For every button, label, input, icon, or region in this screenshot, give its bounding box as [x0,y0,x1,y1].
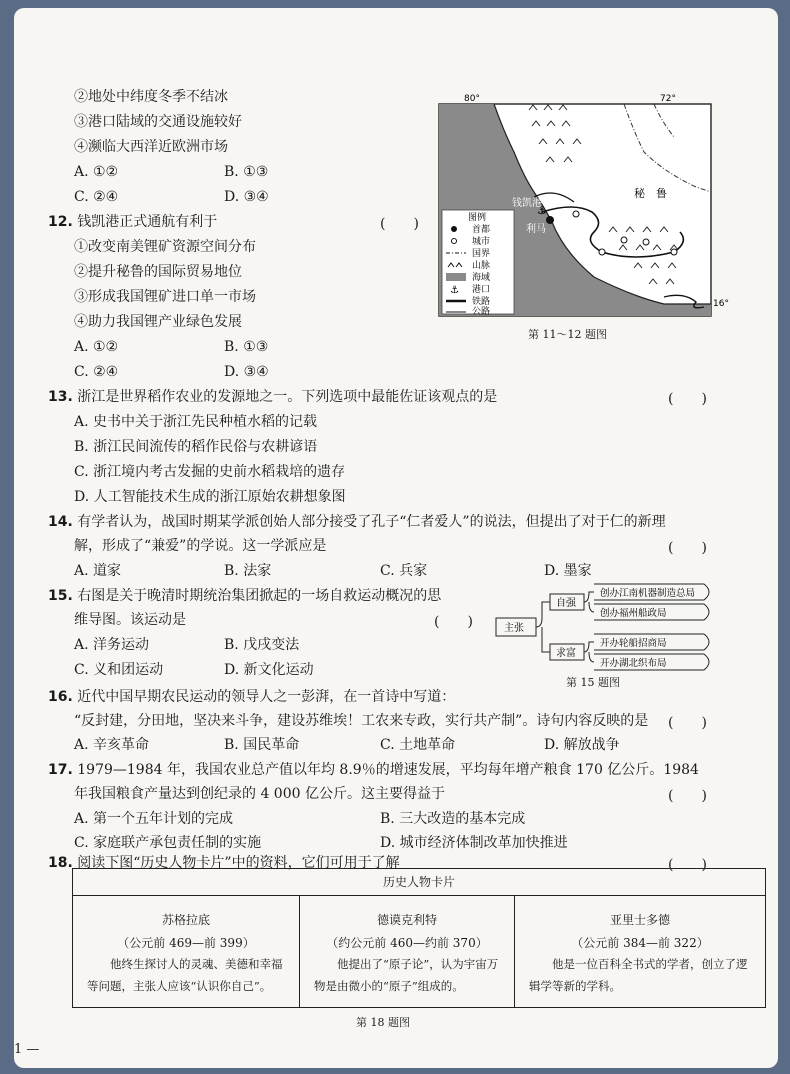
q16-stem-line2: “反封建，分田地，坚决来斗争，建设苏维埃！工农来专政，实行共产制”。诗句内容反映的是 [74,713,649,729]
q14-answer-blank: ( ) [668,540,707,556]
q15-option-d: D. 新文化运动 [224,662,314,678]
q14-option-c: C. 兵家 [380,563,428,579]
q13-number: 13. [48,389,73,405]
peru-map [434,92,729,328]
q11-item2: ②地处中纬度冬季不结冰 [74,89,228,105]
q14-option-b: B. 法家 [224,563,272,579]
q11-option-c: C. ②④ [74,189,119,205]
q15-stem-line1 [48,587,441,605]
q16-stem-line1 [48,688,455,706]
q16-option-d: D. 解放战争 [544,737,620,753]
q12-option-d: D. ③④ [224,364,269,380]
mind-map-root: 主张 [504,623,524,634]
port-anchor-icon: ⚓ [537,204,547,217]
svg-text:⚓: ⚓ [450,285,459,296]
q15-stem-line2: 维导图。该运动是 [74,612,186,628]
q12-item1: ①改变南美锂矿资源空间分布 [74,239,256,255]
card-person-desc: 他是一位百科全书式的学者，创立了逻辑学等新的学科。 [529,957,748,993]
q16-option-b: B. 国民革命 [224,737,300,753]
q11-option-d: D. ③④ [224,189,269,205]
card-person-years: （公元前 384—前 322） [571,936,709,950]
q13-option-d: D. 人工智能技术生成的浙江原始农耕想象图 [74,489,346,505]
city-dot [599,249,605,255]
q12-item3: ③形成我国锂矿进口单一市场 [74,289,256,305]
q15-option-b: B. 戊戌变法 [224,637,300,653]
q12-item4: ④助力我国锂产业绿色发展 [74,314,242,330]
card-person-years: （约公元前 460—约前 370） [326,936,488,950]
map-lon-right: 72° [660,94,676,104]
map-lon-left: 80° [464,94,480,104]
q17-number: 17. [48,762,73,778]
city-dot [573,211,579,217]
q15-answer-blank: ( ) [434,614,473,630]
mind-map [494,578,716,678]
card-title: 历史人物卡片 [73,869,765,896]
q18-number: 18. [48,855,73,871]
q12-stem-text: 钱凯港正式通航有利于 [77,214,218,230]
q16-option-c: C. 土地革命 [380,737,456,753]
city-dot [671,249,677,255]
card-person-years: （公元前 469—前 399） [117,936,255,950]
map-country-label: 秘 鲁 [634,187,667,200]
q14-stem-text1: 有学者认为，战国时期某学派创始人部分接受了孔子“仁者爱人”的说法，但提出了对于仁的新理 [77,514,666,530]
q12-option-a: A. ①② [74,339,119,355]
q16-answer-blank: ( ) [668,715,707,731]
mind-map-branch1: 自强 [556,598,576,609]
card-caption: 第 18 题图 [356,1016,410,1029]
legend-city: 城市 [472,237,491,247]
legend-capital: 首都 [472,225,491,235]
city-dot [621,237,627,243]
q11-item3: ③港口陆域的交通设施较好 [74,114,242,130]
map-lat: 16° [713,299,729,309]
mind-map-leaf1: 创办江南机器制造总局 [600,588,696,599]
map-port-label: 钱凯港 [512,198,542,209]
q17-stem-text1: 1979—1984 年，我国农业总产值以年均 8.9％的增速发展，平均每年增产粮食 170 亿公斤。1984 [77,762,699,778]
capital-dot [546,216,554,224]
card-person-desc: 他提出了“原子论”，认为宇宙万物是由微小的“原子”组成的。 [314,957,499,993]
legend-border: 国界 [472,249,491,259]
q16-number: 16. [48,689,73,705]
q15-number: 15. [48,588,73,604]
q17-option-c: C. 家庭联产承包责任制的实施 [74,835,262,851]
mind-map-caption: 第 15 题图 [566,676,620,689]
q11-option-b: B. ①③ [224,164,269,180]
mind-map-leaf3: 开办轮船招商局 [600,638,667,649]
q15-stem-text1: 右图是关于晚清时期统治集团掀起的一场自救运动概况的思 [77,588,442,604]
q17-option-d: D. 城市经济体制改革加快推进 [380,835,568,851]
legend-port: 港口 [472,285,491,295]
map-caption: 第 11～12 题图 [528,328,607,341]
mind-map-leaf4: 开办湖北织布局 [600,658,667,669]
q16-option-a: A. 辛亥革命 [74,737,150,753]
q17-option-b: B. 三大改造的基本完成 [380,811,526,827]
q13-answer-blank: ( ) [668,391,707,407]
q15-option-a: A. 洋务运动 [74,637,150,653]
q13-option-b: B. 浙江民间流传的稻作民俗与农耕谚语 [74,439,318,455]
q13-option-a: A. 史书中关于浙江先民种植水稻的记载 [74,414,318,430]
q13-option-c: C. 浙江境内考古发掘的史前水稻栽培的遗存 [74,464,346,480]
card-person-3 [515,895,765,1007]
q13-stem-text: 浙江是世界稻作农业的发源地之一。下列选项中最能佐证该观点的是 [77,389,498,405]
card-person-name: 苏格拉底 [161,913,210,927]
q18-stem-text: 阅读下图“历史人物卡片”中的资料，它们可用于了解 [77,855,400,871]
map-city-label: 利马 [526,224,546,235]
history-figure-card [72,868,766,1008]
q12-stem [48,213,217,231]
q12-option-c: C. ②④ [74,364,119,380]
mind-map-branch2: 求富 [556,648,576,659]
card-person-2 [300,895,515,1007]
q14-number: 14. [48,514,73,530]
q17-option-a: A. 第一个五年计划的完成 [74,811,234,827]
legend-title: 图例 [468,213,487,223]
q14-stem-line1 [48,513,666,531]
card-person-1 [73,895,300,1007]
q11-item4: ④濒临大西洋近欧洲市场 [74,139,228,155]
q13-stem [48,388,497,406]
q11-option-a: A. ①② [74,164,119,180]
card-person-desc: 他终生探讨人的灵魂、美德和幸福等问题，主张人应该“认识你自己”。 [87,957,283,993]
q18-answer-blank: ( ) [668,857,707,873]
q14-option-d: D. 墨家 [544,563,592,579]
q14-stem-line2: 解，形成了“兼爱”的学说。这一学派应是 [74,538,327,554]
legend-sea: 海域 [472,273,491,283]
q17-answer-blank: ( ) [668,788,707,804]
q12-number: 12. [48,214,73,230]
q17-stem-line2: 年我国粮食产量达到创纪录的 4 000 亿公斤。这主要得益于 [74,786,445,802]
card-person-name: 亚里士多德 [609,913,670,927]
q12-option-b: B. ①③ [224,339,269,355]
q16-stem-text1: 近代中国早期农民运动的领导人之一彭湃，在一首诗中写道： [77,689,456,705]
exam-page [14,8,778,1068]
q12-item2: ②提升秘鲁的国际贸易地位 [74,264,242,280]
card-person-name: 德谟克利特 [376,913,437,927]
q15-option-c: C. 义和团运动 [74,662,164,678]
page-number: 1 — [14,1042,40,1057]
mind-map-leaf2: 创办福州船政局 [600,608,667,619]
legend-railway: 铁路 [472,297,491,307]
legend-mountain: 山脉 [472,261,491,271]
q14-option-a: A. 道家 [74,563,122,579]
legend-road: 公路 [472,307,491,317]
q17-stem-line1 [48,761,699,779]
city-dot [643,239,649,245]
q12-answer-blank: ( ) [380,216,419,232]
